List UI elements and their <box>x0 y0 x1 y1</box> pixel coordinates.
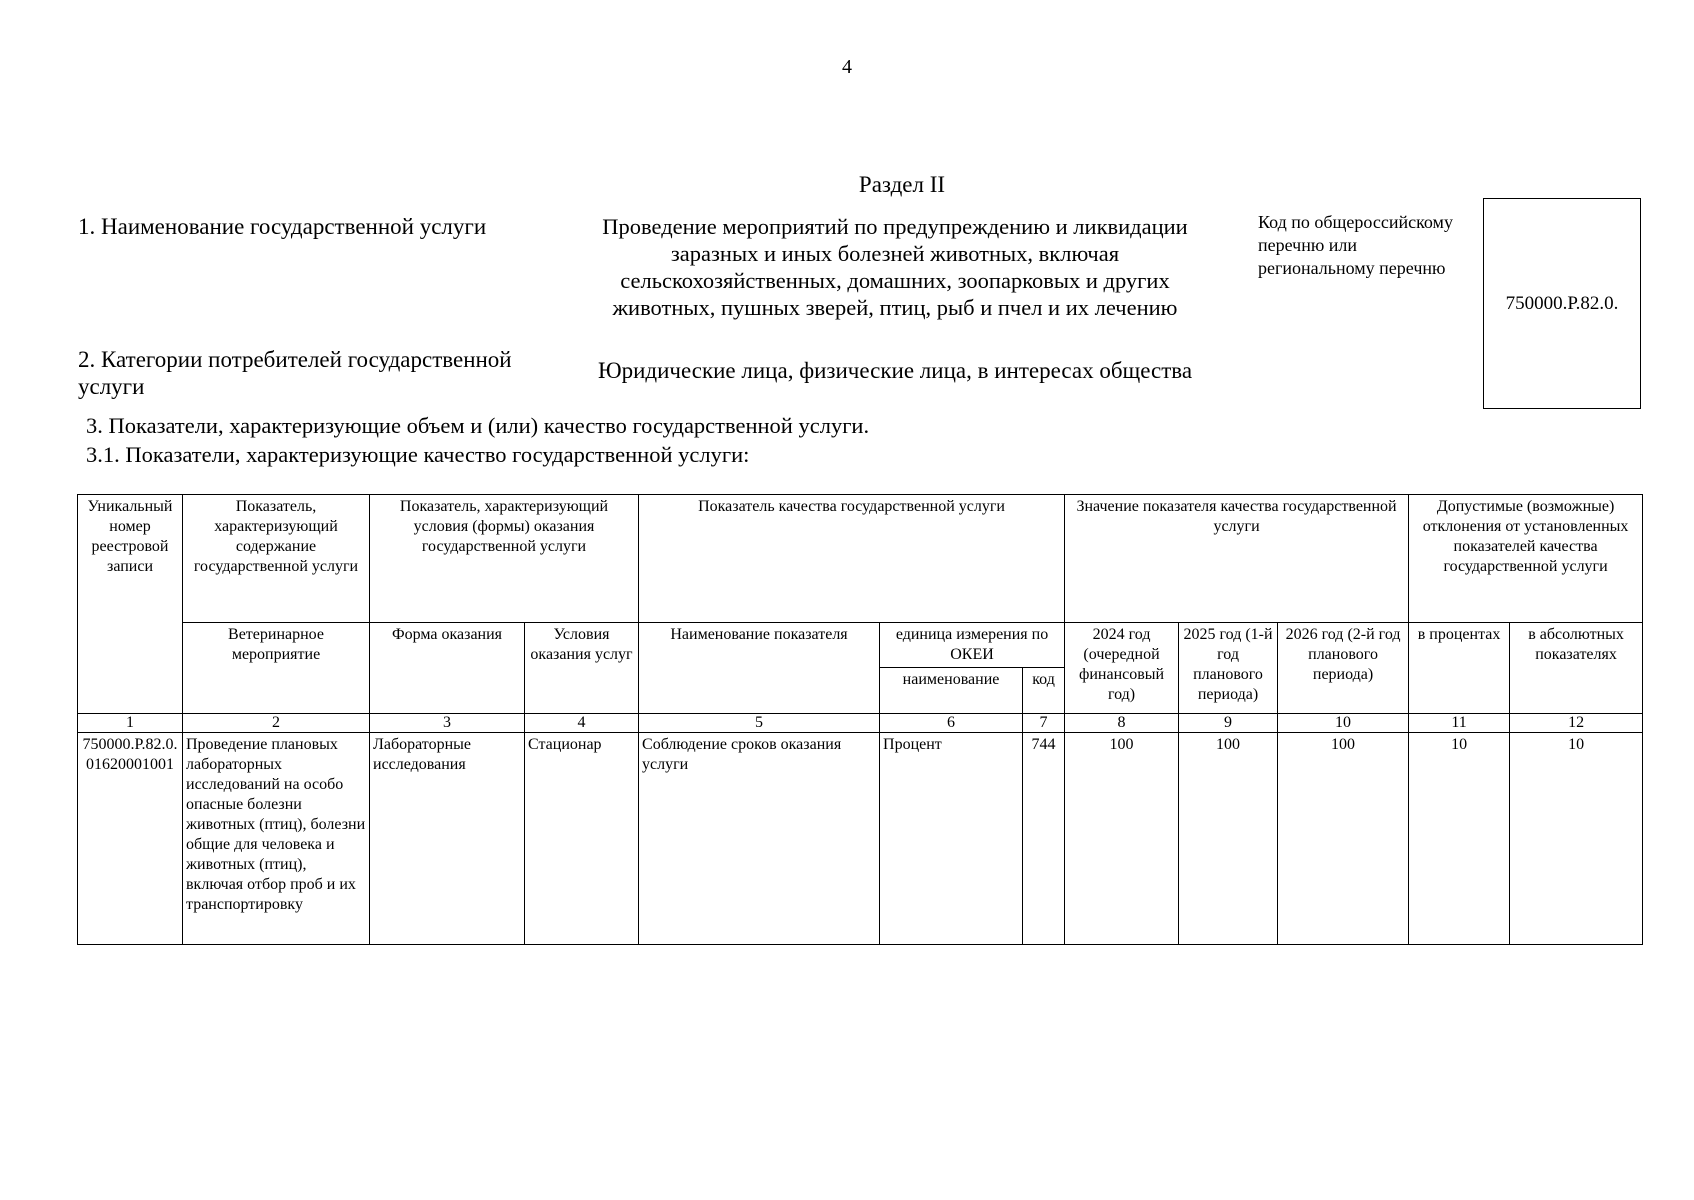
header-indicator-name: Наименование показателя <box>639 623 880 714</box>
header-conditions-indicator: Показатель, характеризующий условия (формы) оказания государственной услуги <box>370 495 639 623</box>
header-quality-value: Значение показателя качества государственной услуги <box>1065 495 1409 623</box>
header-content-indicator: Показатель, характеризующий содержание государственной услуги <box>183 495 370 623</box>
header-in-percent: в процентах <box>1409 623 1510 714</box>
quality-indicators-table <box>77 494 1643 945</box>
cell-year-2026: 100 <box>1278 733 1409 945</box>
cell-unit-name: Процент <box>880 733 1023 945</box>
cell-in-absolute: 10 <box>1510 733 1643 945</box>
header-year-2025: 2025 год (1-й год планового периода) <box>1179 623 1278 714</box>
code-value: 750000.Р.82.0. <box>1505 292 1619 314</box>
cell-form: Лабораторные исследования <box>370 733 525 945</box>
cell-unit-code: 744 <box>1023 733 1065 945</box>
column-number: 7 <box>1023 714 1065 733</box>
header-form: Форма оказания <box>370 623 525 714</box>
column-number: 11 <box>1409 714 1510 733</box>
cell-unique-number: 750000.Р.82.0.01620001001 <box>78 733 183 945</box>
consumers-value: Юридические лица, физические лица, в интересах общества <box>597 358 1193 383</box>
column-number: 3 <box>370 714 525 733</box>
header-quality-indicator: Показатель качества государственной услуги <box>639 495 1065 623</box>
column-numbers-row <box>78 714 1643 733</box>
column-number: 4 <box>525 714 639 733</box>
section-3-heading: 3. Показатели, характеризующие объем и (или) качество государственной услуги. <box>86 413 870 438</box>
cell-conditions: Стационар <box>525 733 639 945</box>
cell-year-2025: 100 <box>1179 733 1278 945</box>
section-title: Раздел II <box>858 172 946 197</box>
cell-year-2024: 100 <box>1065 733 1179 945</box>
service-name-label: 1. Наименование государственной услуги <box>78 214 487 239</box>
column-number: 8 <box>1065 714 1179 733</box>
header-deviations: Допустимые (возможные) отклонения от установленных показателей качества государственной услуги <box>1409 495 1643 623</box>
code-box <box>1483 198 1641 409</box>
column-number: 12 <box>1510 714 1643 733</box>
header-unit-code: код <box>1023 668 1065 714</box>
table-row <box>78 733 1643 945</box>
header-year-2024: 2024 год (очередной финансовый год) <box>1065 623 1179 714</box>
cell-indicator-name: Соблюдение сроков оказания услуги <box>639 733 880 945</box>
header-year-2026: 2026 год (2-й год планового периода) <box>1278 623 1409 714</box>
header-conditions: Условия оказания услуг <box>525 623 639 714</box>
page-number: 4 <box>842 56 852 78</box>
header-vet-measure: Ветеринарное мероприятие <box>183 623 370 714</box>
column-number: 2 <box>183 714 370 733</box>
column-number: 5 <box>639 714 880 733</box>
section-3-1-heading: 3.1. Показатели, характеризующие качество государственной услуги: <box>86 442 750 467</box>
header-unit: единица измерения по ОКЕИ <box>880 623 1065 668</box>
column-number: 10 <box>1278 714 1409 733</box>
header-unit-name: наименование <box>880 668 1023 714</box>
service-name-value: Проведение мероприятий по предупреждению и ликвидации заразных и иных болезней животных, включая сельскохозяйственных, домашних, зоопарковых и других животных, пушных зверей, птиц, рыб и пчел и их лечению <box>602 214 1188 320</box>
code-label: Код по общероссийскому перечню или региональному перечню <box>1258 212 1453 278</box>
consumers-label: 2. Категории потребителей государственной услуги <box>78 347 512 399</box>
column-number: 1 <box>78 714 183 733</box>
column-number: 9 <box>1179 714 1278 733</box>
cell-in-percent: 10 <box>1409 733 1510 945</box>
header-in-absolute: в абсолютных показателях <box>1510 623 1643 714</box>
header-unique-number: Уникальный номер реестровой записи <box>78 495 183 714</box>
cell-vet-measure: Проведение плановых лабораторных исследований на особо опасные болезни животных (птиц), болезни общие для человека и животных (птиц), включая отбор проб и их транспортировку <box>183 733 370 945</box>
column-number: 6 <box>880 714 1023 733</box>
